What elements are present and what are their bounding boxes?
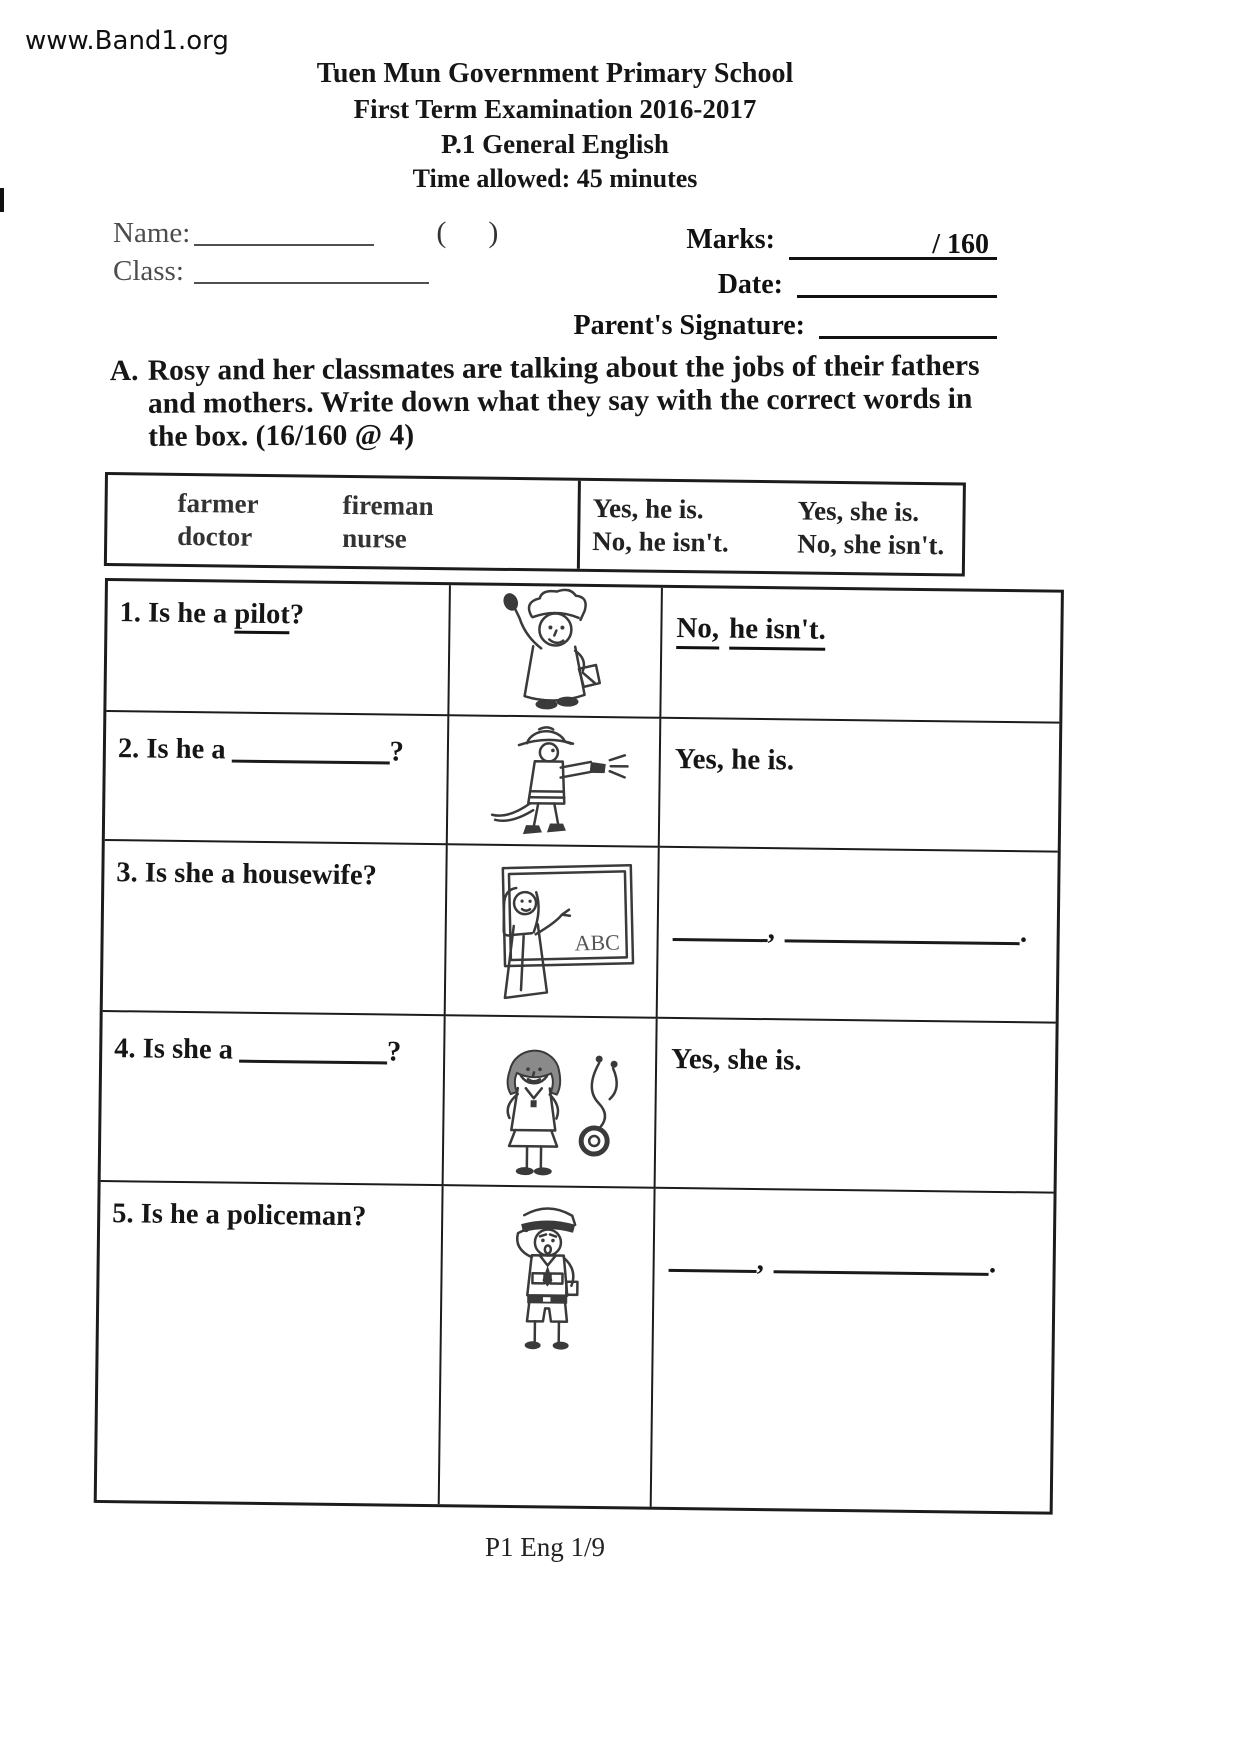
answer-1-cell [661,588,1061,724]
school-name: Tuen Mun Government Primary School [316,58,794,89]
answer-2-cell [660,719,1060,853]
exam-subject: P.1 General English [441,129,669,159]
question-4-text [101,1012,446,1186]
question-2-image-cell [448,716,662,848]
question-3-number: 3. [116,857,138,889]
question-4-stem: Is she a [142,1033,234,1066]
cook-icon [474,587,636,715]
class-row [113,253,429,288]
answer-1-part2: he isn't. [729,613,826,651]
instruction-line-2: and mothers. Write down what they say with the correct words in [147,382,973,420]
question-2-text [105,712,450,845]
question-3-mark: ? [362,860,378,892]
answer-2-text: Yes, he is. [674,742,795,777]
word-farmer: farmer [177,487,259,519]
answer-3-period: . [1019,916,1028,949]
question-5-mark: ? [351,1201,367,1233]
question-3-image-cell [446,845,660,1019]
question-5-number: 5. [112,1198,134,1230]
page-footer: P1 Eng 1/9 [484,1532,605,1562]
policeman-icon [487,1195,609,1356]
answer-3-comma: , [767,913,776,946]
question-5-text [97,1182,444,1504]
question-4-mark: ? [386,1036,402,1068]
question-2-number: 2. [117,733,140,765]
question-1-stem: Is he a [147,597,228,630]
question-4-blank[interactable] [239,1030,387,1065]
date-label: Date: [717,269,783,300]
paren-close: ) [488,216,499,249]
answer-option-4: No, she isn't. [796,528,945,561]
answer-option-1: Yes, he is. [592,492,704,525]
class-input-line[interactable] [194,253,429,284]
word-bank-words [107,475,578,569]
date-row [718,267,997,301]
answer-5-blank-1[interactable] [669,1239,757,1274]
answer-5-cell [652,1189,1054,1512]
class-label: Class: [113,255,184,287]
answer-4-text: Yes, she is. [670,1042,802,1077]
answer-3-blank-2[interactable] [785,909,1020,945]
time-allowed: Time allowed: 45 minutes [412,164,698,193]
signature-row [573,308,997,342]
name-row [113,215,498,250]
signature-label: Parent's Signature: [573,310,805,341]
teacher-icon [461,855,643,1007]
question-2-mark: ? [389,736,405,768]
word-bank-box [104,472,966,577]
question-1-image-cell [449,585,663,719]
word-doctor: doctor [177,520,253,552]
question-3-stem: Is she a [144,857,236,890]
exam-header [0,58,1110,194]
word-fireman: fireman [342,489,434,522]
question-3-keyword: housewife [242,858,363,892]
section-a-instructions [110,349,1121,454]
marks-label: Marks: [686,224,775,255]
word-nurse: nurse [342,522,407,554]
question-1-text [106,581,451,716]
question-2-blank[interactable] [231,730,389,765]
question-1-number: 1. [119,597,142,629]
question-table [94,578,1064,1515]
section-a-prefix: A. [109,354,139,388]
blackboard-text: ABC [574,929,621,956]
question-5-image-cell [440,1186,656,1507]
instruction-line-1: Rosy and her classmates are talking about the jobs of their fathers [147,349,980,387]
answer-5-period: . [988,1247,997,1280]
answer-1-part1: No, [676,612,719,650]
question-4-image-cell [444,1016,658,1189]
question-2-stem: Is he a [146,733,226,766]
marks-input-line[interactable] [789,229,997,260]
name-input-line[interactable] [194,215,374,246]
exam-title: First Term Examination 2016-2017 [353,94,757,124]
question-5-stem: Is he a [140,1198,221,1231]
section-a-text [148,350,980,454]
word-bank-answers [577,481,963,574]
date-input-line[interactable] [797,267,997,298]
instruction-line-3: the box. (16/160 @ 4) [148,419,415,453]
nurse-icon [456,1021,643,1181]
answer-option-2: Yes, she is. [797,495,920,527]
answer-5-blank-2[interactable] [774,1240,989,1276]
question-1-keyword: pilot [234,599,290,635]
question-3-text [103,841,448,1016]
answer-4-cell [656,1019,1056,1194]
fireman-icon [478,718,630,844]
question-4-number: 4. [114,1033,136,1065]
marks-total: / 160 [932,229,989,260]
answer-3-cell [658,848,1058,1024]
signature-input-line[interactable] [819,308,997,339]
name-label: Name: [113,217,191,249]
question-1-mark: ? [289,599,305,631]
question-5-keyword: policeman [226,1199,353,1233]
answer-5-comma: , [756,1244,765,1277]
paren-open: ( [436,216,447,249]
marks-row [686,224,997,260]
answer-3-blank-1[interactable] [673,908,768,943]
answer-option-3: No, he isn't. [592,525,729,558]
site-watermark: www.Band1.org [25,26,229,56]
